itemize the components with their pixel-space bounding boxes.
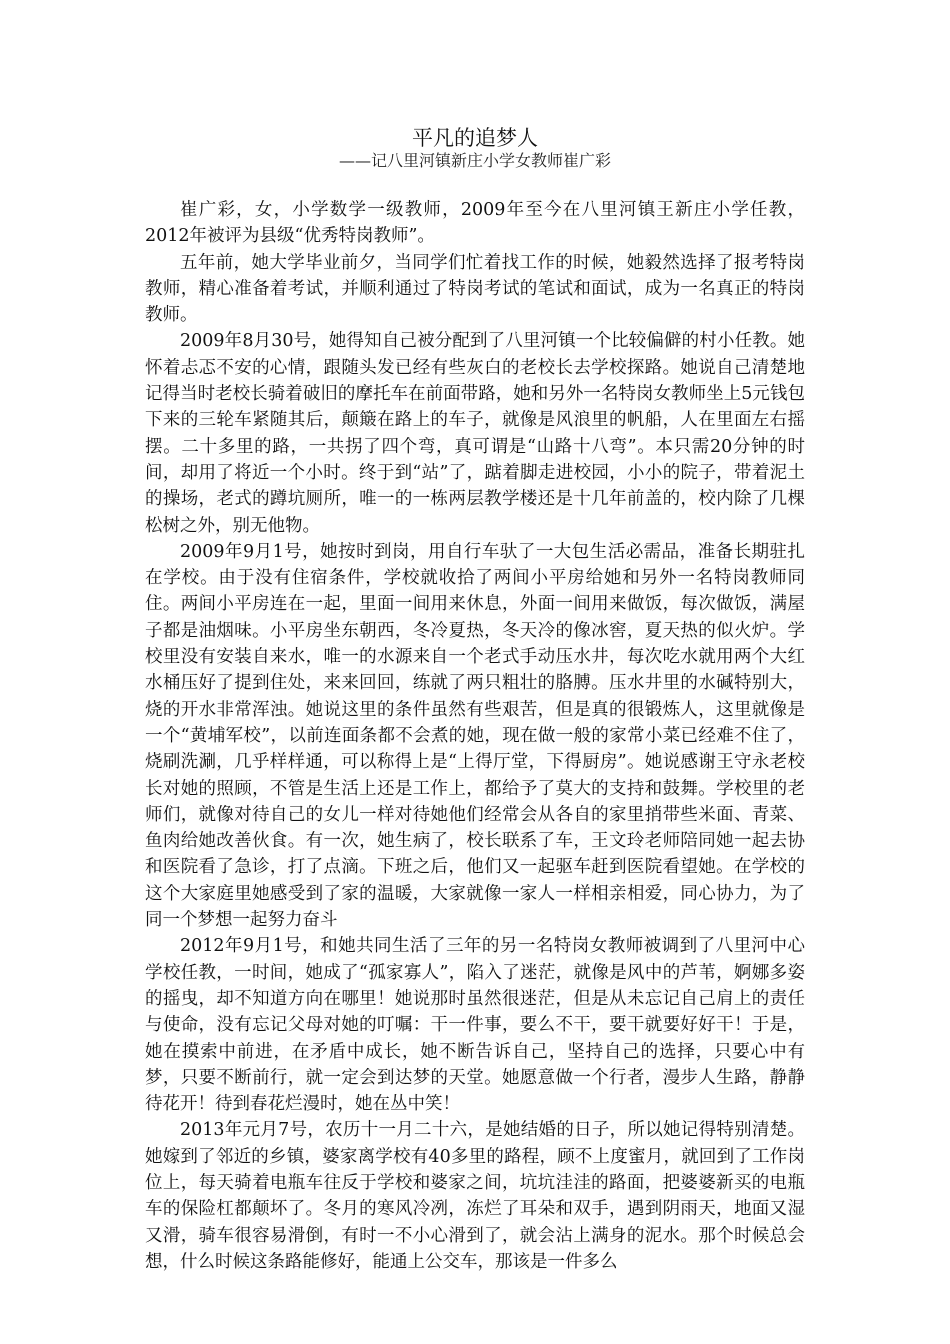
paragraph-1: 崔广彩，女，小学数学一级教师，2009年至今在八里河镇王新庄小学任教，2012年被评为县级“优秀特岗教师”。: [145, 200, 805, 247]
paragraph-4: 2009年9月1号，她按时到岗，用自行车驮了一大包生活必需品，准备长期驻扎在学校。由于没有住宿条件，学校就收拾了两间小平房给她和另外一名特岗教师同住。两间小平房连在一起，里面一间用来休息，外面一间用来做饭，每次做饭，满屋子都是油烟味。小平房坐东朝西，冬冷夏热，冬天冷的像冰窖，夏天热的似火炉。学校里没有安装自来水，唯一的水源来自一个老式手动压水井，每次吃水就用两个大红水桶压好了提到住处，来来回回，练就了两只粗壮的胳膊。压水井里的水碱特别大，烧的开水非常浑浊。她说这里的条件虽然有些艰苦，但是真的很锻炼人，这里就像是一个“黄埔军校”，以前连面条都不会煮的她，现在做一般的家常小菜已经难不住了，烧刷洗涮，几乎样样通，可以称得上是“上得厅堂，下得厨房”。她说感谢王守永老校长对她的照顾，不管是生活上还是工作上，都给予了莫大的支持和鼓舞。学校里的老师们，就像对待自己的女儿一样对待她他们经常会从各自的家里捎带些米面、青菜、鱼肉给她改善伙食。有一次，她生病了，校长联系了车，王文玲老师陪同她一起去协和医院看了急诊，打了点滴。下班之后，他们又一起驱车赶到医院看望她。在学校的这个大家庭里她感受到了家的温暖，大家就像一家人一样相亲相爱，同心协力，为了同一个梦想一起努力奋斗: [145, 541, 805, 931]
paragraph-3: 2009年8月30号，她得知自己被分配到了八里河镇一个比较偏僻的村小任教。她怀着忐忑不安的心情，跟随头发已经有些灰白的老校长去学校探路。她说自己清楚地记得当时老校长骑着破旧的摩托车在前面带路，她和另外一名特岗女教师坐上5元钱包下来的三轮车紧随其后，颠簸在路上的车子，就像是风浪里的帆船，人在里面左右摇摆。二十多里的路，一共拐了四个弯，真可谓是“山路十八弯”。本只需20分钟的时间，却用了将近一个小时。终于到“站”了，踮着脚走进校园，小小的院子，带着泥土的操场，老式的蹲坑厕所，唯一的一栋两层教学楼还是十几年前盖的，校内除了几棵松树之外，别无他物。: [145, 331, 805, 536]
document-subtitle: ——记八里河镇新庄小学女教师崔广彩: [338, 151, 611, 170]
paragraph-2: 五年前，她大学毕业前夕，当同学们忙着找工作的时候，她毅然选择了报考特岗教师，精心准备着考试，并顺利通过了特岗考试的笔试和面试，成为一名真正的特岗教师。: [145, 252, 805, 326]
paragraph-5: 2012年9月1号，和她共同生活了三年的另一名特岗女教师被调到了八里河中心学校任教，一时间，她成了“孤家寡人”，陷入了迷茫，就像是风中的芦苇，婀娜多姿的摇曳，却不知道方向在哪里！她说那时虽然很迷茫，但是从未忘记自己肩上的责任与使命，没有忘记父母对她的叮嘱：干一件事，要么不干，要干就要好好干！于是，她在摸索中前进，在矛盾中成长，她不断告诉自己，坚持自己的选择，只要心中有梦，只要不断前行，就一定会到达梦的天堂。她愿意做一个行者，漫步人生路，静静待花开！待到春花烂漫时，她在丛中笑！: [145, 936, 805, 1115]
document-title: 平凡的追梦人: [412, 126, 538, 150]
document-body: [145, 197, 805, 1275]
paragraph-6: 2013年元月7号，农历十一月二十六，是她结婚的日子，所以她记得特别清楚。她嫁到了邻近的乡镇，婆家离学校有40多里的路程，顾不上度蜜月，就回到了工作岗位上，每天骑着电瓶车往反于学校和婆家之间，坑坑洼洼的路面，把婆婆新买的电瓶车的保险杠都颠坏了。冬月的寒风冷冽，冻烂了耳朵和双手，遇到阴雨天，地面又湿又滑，骑车很容易滑倒，有时一不小心滑到了，就会沾上满身的泥水。那个时候总会想，什么时候这条路能修好，能通上公交车，那该是一件多么: [145, 1120, 805, 1272]
